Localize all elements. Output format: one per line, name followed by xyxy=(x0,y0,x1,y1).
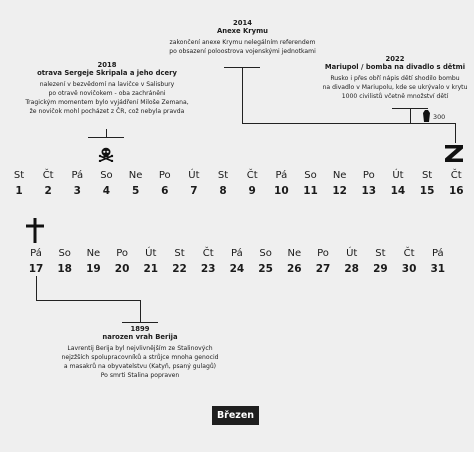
calendar-day xyxy=(167,248,193,275)
date-number: 19 xyxy=(86,263,101,275)
z-letter-icon xyxy=(445,145,463,162)
event-crimea-line: zakončení anexe Krymu nelegálním referendem xyxy=(169,39,316,46)
date-number: 13 xyxy=(361,185,377,197)
calendar-day xyxy=(414,170,440,197)
date-number: 25 xyxy=(258,263,273,275)
event-beria-line: a masakrů na obyvatelstvu (Katyň, psaný gulagů) xyxy=(63,363,217,370)
connector-beria-underline xyxy=(122,322,158,323)
calendar-day xyxy=(64,170,90,197)
event-mariupol-text xyxy=(320,74,470,101)
date-number: 7 xyxy=(190,185,198,197)
event-skripal xyxy=(18,61,196,116)
weekday-label: Čt xyxy=(403,248,415,259)
weekday-label: So xyxy=(58,248,71,259)
weekday-label: Út xyxy=(392,170,404,181)
date-number: 14 xyxy=(390,185,406,197)
date-number: 18 xyxy=(57,263,72,275)
calendar-day xyxy=(224,248,250,275)
weekday-label: Pá xyxy=(71,170,84,181)
date-number: 8 xyxy=(219,185,227,197)
connector-crimea-to-16 xyxy=(242,123,455,124)
date-number: 20 xyxy=(114,263,130,275)
event-beria-line: Po smrti Stalina popraven xyxy=(100,372,180,379)
weekday-label: So xyxy=(304,170,317,181)
event-beria-line: Lavrentij Berija byl nejvlivnějším ze Stalinových xyxy=(67,345,213,352)
weekday-label: Po xyxy=(317,248,329,259)
weekday-label: Po xyxy=(116,248,128,259)
weekday-label: Ne xyxy=(128,170,143,181)
date-number: 17 xyxy=(28,263,44,275)
calendar-day xyxy=(367,248,393,275)
event-skripal-line: Tragickým momentem bylo vyjádření Miloše Zemana, xyxy=(25,99,189,106)
calendar-day xyxy=(6,170,32,197)
date-number: 31 xyxy=(430,263,446,275)
calendar-day xyxy=(310,248,336,275)
weekday-label: Ne xyxy=(287,248,302,259)
event-skripal-line: po otravě novičokem - oba zachráněni xyxy=(48,90,166,97)
date-number: 1 xyxy=(15,185,23,197)
date-number: 21 xyxy=(143,263,159,275)
calendar-day xyxy=(138,248,164,275)
weekday-label: Pá xyxy=(275,170,288,181)
event-mariupol-line: Rusko i přes obří nápis dětí shodilo bombu xyxy=(330,75,460,82)
weekday-label: Pá xyxy=(231,248,243,259)
calendar-day xyxy=(152,170,178,197)
event-beria-year: 1899 xyxy=(130,325,150,333)
calendar-day xyxy=(443,170,469,197)
calendar-day xyxy=(356,170,382,197)
month-label: Březen xyxy=(212,406,259,425)
calendar-day xyxy=(239,170,265,197)
coffin-icon xyxy=(423,110,430,122)
date-number: 29 xyxy=(373,263,388,275)
event-mariupol-line: 1000 civilistů včetně množství dětí xyxy=(341,93,449,100)
event-mariupol-year: 2022 xyxy=(385,55,405,63)
event-crimea-year: 2014 xyxy=(233,19,252,27)
connector-skripal-underline xyxy=(88,137,124,138)
weekday-label: St xyxy=(421,170,433,181)
date-number: 28 xyxy=(344,263,359,275)
event-beria-text xyxy=(50,344,230,380)
event-skripal-year: 2018 xyxy=(97,61,117,69)
calendar-day xyxy=(425,248,451,275)
weekday-label: Ne xyxy=(86,248,101,259)
date-number: 22 xyxy=(172,263,187,275)
date-number: 2 xyxy=(44,185,52,197)
weekday-label: Čt xyxy=(246,170,258,181)
date-number: 12 xyxy=(332,185,347,197)
date-number: 27 xyxy=(315,263,331,275)
calendar-day xyxy=(181,170,207,197)
event-crimea-line: po obsazení poloostrova vojenskými jednotkami xyxy=(169,48,316,55)
connector-crimea-stem xyxy=(242,67,243,123)
date-number: 11 xyxy=(303,185,318,197)
date-number: 23 xyxy=(200,263,216,275)
calendar-day xyxy=(210,170,236,197)
skull-crossbones-icon xyxy=(98,146,114,162)
weekday-label: Ne xyxy=(332,170,347,181)
mariupol-casualties: 300 xyxy=(433,113,446,121)
event-skripal-title: otrava Sergeje Skripala a jeho dcery xyxy=(37,69,177,77)
weekday-label: So xyxy=(100,170,113,181)
connector-beria-horizontal xyxy=(36,300,140,301)
weekday-label: Po xyxy=(158,170,171,181)
weekday-label: St xyxy=(13,170,25,181)
calendar-day xyxy=(123,170,149,197)
calendar-day xyxy=(298,170,324,197)
calendar-day xyxy=(52,248,78,275)
weekday-label: Út xyxy=(145,248,157,259)
weekday-label: Út xyxy=(346,248,358,259)
calendar-day xyxy=(385,170,411,197)
weekday-label: Čt xyxy=(450,170,462,181)
event-crimea-text xyxy=(150,38,335,56)
calendar-day xyxy=(23,248,49,275)
connector-crimea-end xyxy=(455,123,456,143)
calendar-day xyxy=(93,170,119,197)
weekday-label: Čt xyxy=(42,170,54,181)
weekday-label: Pá xyxy=(431,248,444,259)
event-skripal-line: že novičok mohl pocházet z ČR, což nebyla pravda xyxy=(29,108,185,115)
date-number: 3 xyxy=(73,185,81,197)
connector-mariupol-stem xyxy=(410,108,411,123)
date-number: 9 xyxy=(248,185,256,197)
weekday-label: St xyxy=(375,248,386,259)
weekday-label: So xyxy=(259,248,272,259)
calendar-day xyxy=(109,248,135,275)
event-mariupol xyxy=(320,55,470,101)
weekday-label: Po xyxy=(362,170,375,181)
calendar-day xyxy=(396,248,422,275)
weekday-label: St xyxy=(174,248,185,259)
connector-skripal-stem xyxy=(106,129,107,137)
event-beria-title: narozen vrah Berija xyxy=(102,333,178,341)
weekday-label: Čt xyxy=(202,248,214,259)
date-number: 30 xyxy=(401,263,417,275)
event-mariupol-line: na divadlo v Mariupolu, kde se ukrývalo v krytu xyxy=(322,84,468,91)
event-skripal-text xyxy=(18,80,196,116)
calendar-day xyxy=(339,248,365,275)
connector-beria-stem xyxy=(36,276,37,300)
calendar-day xyxy=(35,170,61,197)
calendar-day xyxy=(80,248,106,275)
date-number: 26 xyxy=(286,263,302,275)
date-number: 6 xyxy=(161,185,169,197)
event-skripal-line: nalezení v bezvědomí na lavičce v Salisbury xyxy=(39,81,175,88)
calendar-day xyxy=(268,170,294,197)
calendar-day xyxy=(195,248,221,275)
weekday-label: Pá xyxy=(30,248,42,259)
date-number: 10 xyxy=(274,185,289,197)
date-number: 16 xyxy=(448,185,464,197)
date-number: 4 xyxy=(102,185,111,197)
latin-cross-icon xyxy=(26,218,44,243)
weekday-label: Út xyxy=(188,170,200,181)
date-number: 5 xyxy=(131,185,140,197)
event-crimea-title: Anexe Krymu xyxy=(216,27,269,35)
event-beria-line: nejzžších spolupracovníků a strůjce mnoha genocid xyxy=(61,354,219,361)
calendar-day xyxy=(281,248,307,275)
connector-beria-drop xyxy=(140,300,141,322)
weekday-label: St xyxy=(217,170,229,181)
date-number: 15 xyxy=(419,185,435,197)
event-mariupol-title: Mariupol / bomba na divadlo s dětmi xyxy=(324,63,466,71)
date-number: 24 xyxy=(229,263,245,275)
event-crimea xyxy=(150,19,335,56)
calendar-day xyxy=(327,170,353,197)
event-beria xyxy=(50,325,230,380)
calendar-day xyxy=(253,248,279,275)
